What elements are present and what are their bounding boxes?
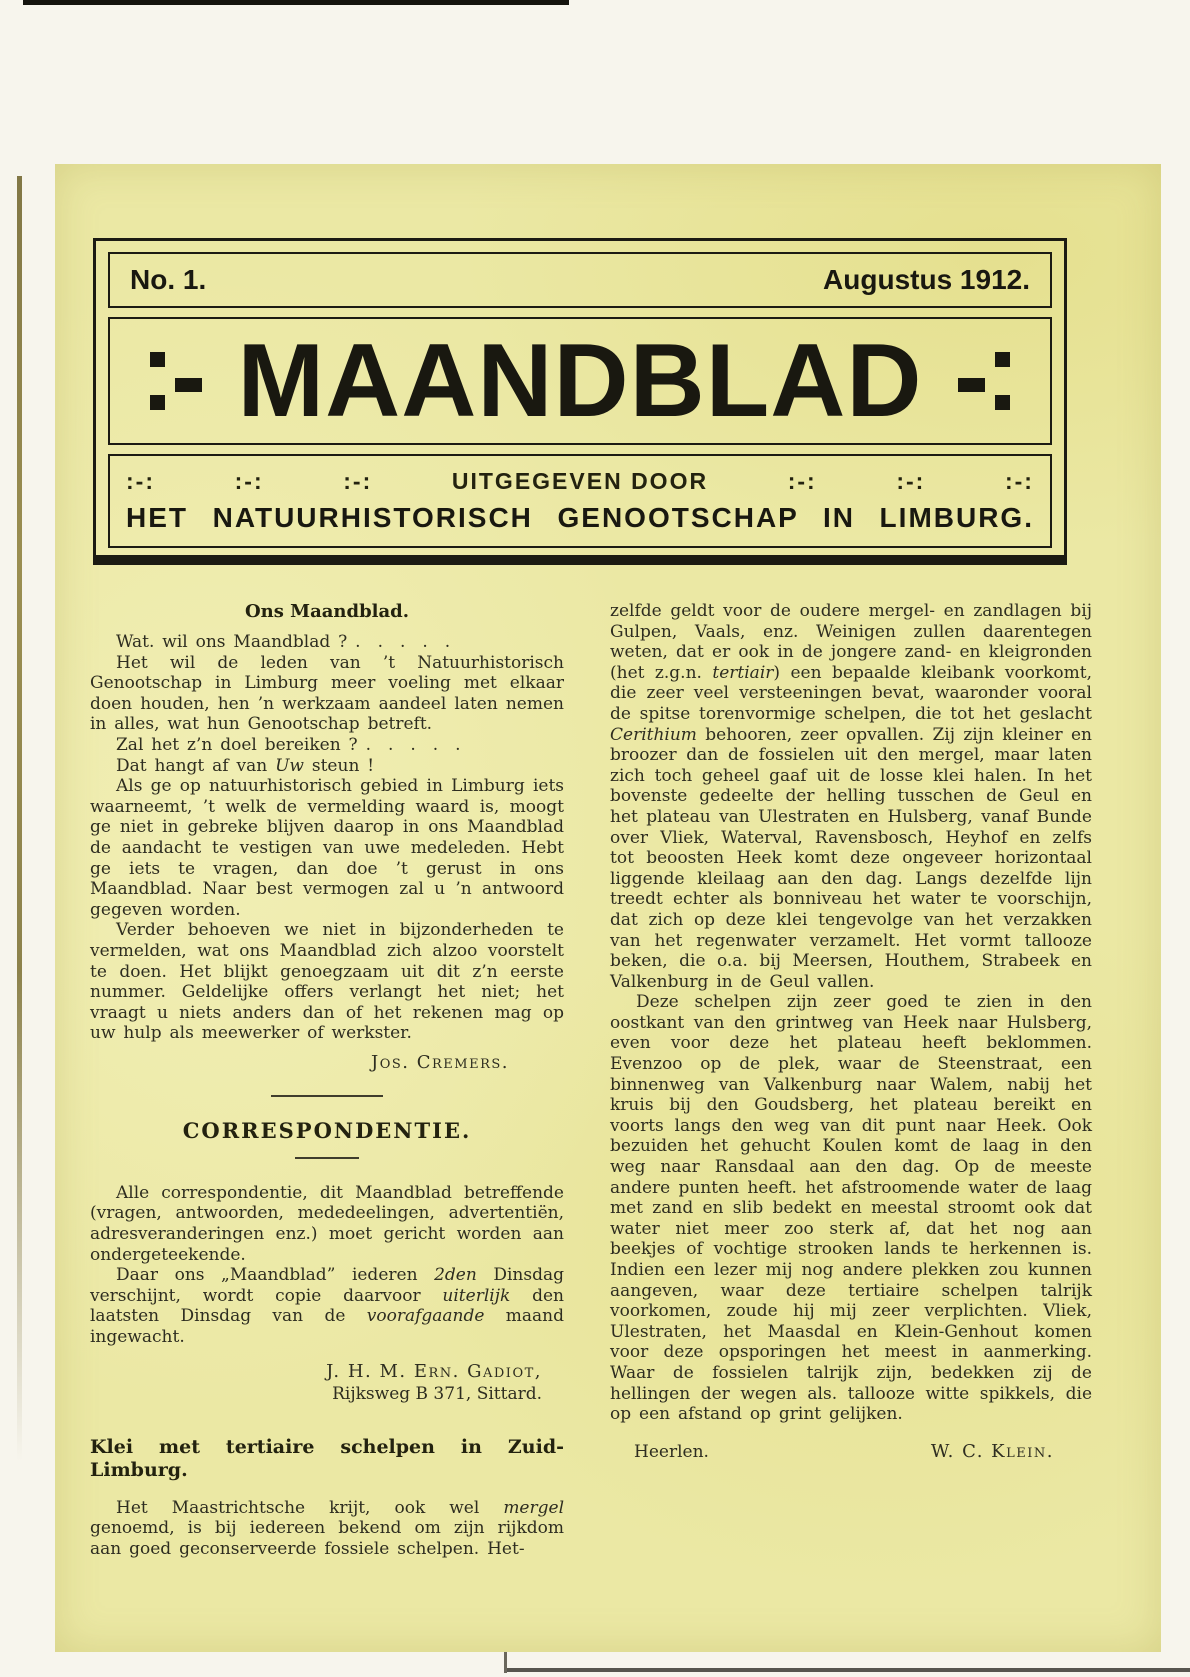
decor-dots-icon: [150, 352, 165, 410]
paragraph: Als ge op natuurhistorisch gebied in Limburg iets waarneemt, ’t welk de vermelding waard is, moogt ge niet in gebreke blijven daarop in ons Maandblad de aandacht te vestigen van uwe medeleden. Hebt ge iets te vragen, dan doe ’t gerust in ons Maandblad. Naar best vermogen zal u ’n antwoord gegeven worden.: [90, 776, 564, 920]
decor-mark: :-:: [343, 468, 373, 494]
publisher-name: HET NATUURHISTORISCH GENOOTSCHAP IN LIMBURG.: [126, 502, 1034, 533]
journal-title: MAANDBLAD: [237, 323, 923, 439]
journal-page: [55, 164, 1161, 1652]
issue-date: Augustus 1912.: [823, 264, 1030, 295]
article-klei: [90, 1436, 564, 1560]
article-body: [90, 1498, 564, 1560]
paragraph: Daar ons „Maandblad” iederen 2den Dinsdag verschijnt, wordt copie daarvoor uiterlijk den laatsten Dinsdag van de voorafgaande maand ingewacht.: [90, 1265, 564, 1348]
title-decoration-left-icon: [150, 352, 202, 410]
scan-edge-tick-bottom: [504, 1649, 507, 1673]
paragraph: Deze schelpen zijn zeer goed te zien in den oostkant van den grintweg van Heek naar Hulsberg, even voor deze het plateau heeft beklommen. Evenzoo op de plek, waar de Steenstraat, een binnenweg van Valkenburg naar Walem, nabij het kruis bij den Goudsberg, het plateau bereikt en voorts langs den weg van dit punt naar Heek. Ook bezuiden het gehucht Koulen komt de laag in den weg naar Ransdaal aan den dag. Op de meeste andere punten heeft. het afstroomende water de laag met zand en slib bedekt en meestal stroomt ook dat water niet meer zoo sterk af, dat het nog aan beekjes of vochtige strooken lands te herkennen is. Indien een lezer mij nog andere plekken zou kunnen aangeven, waar deze tertiaire schelpen talrijk voorkomen, zoude hij mij zeer verplichten. Vliek, Ulestraten, het Maasdal en Klein-Genhout komen voor deze opsporingen het meest in aanmerking. Waar de fossielen talrijk zijn, bedekken zij de hellingen der wegen als. tallooze witte spikkels, die op een afstand op grint gelijken.: [610, 992, 1092, 1425]
right-column: [610, 601, 1092, 1559]
heading-divider: [295, 1157, 359, 1159]
article-signature-block: [90, 1360, 564, 1406]
article-heading: Ons Maandblad.: [244, 601, 410, 622]
scan-edge-line-top: [23, 0, 569, 5]
paragraph: Alle correspondentie, dit Maandblad betreffende (vragen, antwoorden, mededeelingen, advertentiën, adresveranderingen enz.) moet gericht worden aan ondergeteekende.: [90, 1182, 564, 1265]
article-signature: Jos. Cremers.: [371, 1051, 509, 1073]
publisher-box: [108, 454, 1052, 548]
article-correspondentie: [90, 1119, 564, 1406]
issue-row: [108, 252, 1052, 308]
binding-spine-line: [17, 176, 22, 1461]
journal-title-box: [108, 317, 1052, 445]
article-heading: CORRESPONDENTIE.: [182, 1117, 472, 1143]
article-body: [90, 1183, 564, 1348]
paragraph: Het Maastrichtsche krijt, ook wel mergel genoemd, is bij iedereen bekend om zijn rijkdom aan goed geconserveerde fossiele schelpen. Het-: [90, 1497, 564, 1559]
decor-mark: :-:: [234, 468, 264, 494]
published-by-row: [126, 468, 1034, 495]
article-ons-maandblad: [90, 601, 564, 1073]
title-decoration-right-icon: [958, 352, 1010, 410]
left-column: [90, 601, 564, 1559]
decor-mark: :-:: [1004, 468, 1034, 494]
scan-edge-line-bottom: [506, 1668, 1190, 1672]
section-divider: [271, 1095, 383, 1097]
decor-dots-icon: [995, 352, 1010, 410]
paragraph: Het wil de leden van ’t Natuurhistorisch Genootschap in Limburg meer voeling met elkaar doen houden, hen ’n werkzaam aandeel laten nemen in alles, wat hun Genootschap betreft.: [90, 652, 564, 735]
paragraph: Zal het z’n doel bereiken ? . . . . .: [116, 734, 461, 755]
article-heading: Klei met tertiaire schelpen in Zuid-Limburg.: [90, 1435, 564, 1481]
decor-dash-icon: [958, 378, 985, 392]
issue-number: No. 1.: [130, 264, 207, 295]
signature-name: W. C. Klein.: [930, 1440, 1054, 1462]
decor-mark: :-:: [896, 468, 926, 494]
paragraph: Verder behoeven we niet in bijzonderheden te vermelden, wat ons Maandblad zich alzoo voorstelt te doen. Het blijkt genoegzaam uit dit z’n eerste nummer. Geldelijke offers verlangt het niet; het vraagt u niets anders dan of het rekenen mag op uw hulp als meewerker of werkster.: [90, 920, 564, 1044]
signature-place: Heerlen.: [634, 1441, 709, 1462]
signature-name: J. H. M. Ern. Gadiot,: [326, 1360, 542, 1382]
article-body-continued: [610, 601, 1092, 1425]
paragraph: zelfde geldt voor de oudere mergel- en zandlagen bij Gulpen, Vaals, enz. Weinigen zullen daarentegen weten, dat er ook in de jongere zand- en kleigronden (het z.g.n. tertiair) een bepaalde kleibank voorkomt, die zeer veel versteeningen bevat, waaronder vooral de spitse torenvormige schelpen, die tot het geslacht Cerithium behooren, zeer opvallen. Zij zijn kleiner en broozer dan de fossielen uit den mergel, maar laten zich toch geheel gaaf uit de losse klei halen. In het bovenste gedeelte der helling tusschen de Geul en het plateau van Ulestraten en Hulsberg, vanaf Bunde over Vliek, Waterval, Ravensbosch, Heyhof en zelfs tot beoosten Heek komt deze ongeveer horizontaal liggende kleilaag aan den dag. Langs dezelfde lijn treedt echter als bonniveau het water te voorschijn, dat zich op deze klei tengevolge van het verzakken van het regenwater verzamelt. Het vormt tallooze beken, die o.a. bij Meersen, Houthem, Strabeek en Valkenburg in de Geul vallen.: [610, 601, 1092, 992]
paragraph: Dat hangt af van Uw steun !: [116, 755, 375, 776]
masthead: [93, 238, 1067, 565]
signature-address: Rijksweg B 371, Sittard.: [332, 1383, 542, 1404]
decor-mark: :-:: [126, 468, 155, 494]
published-by-label: UITGEGEVEN DOOR: [451, 468, 709, 494]
page-columns: [90, 601, 1092, 1559]
paragraph: Wat. wil ons Maandblad ? . . . . .: [116, 632, 451, 652]
article-body: [90, 632, 564, 1044]
decor-mark: :-:: [787, 468, 817, 494]
article-footer: [610, 1425, 1092, 1462]
decor-dash-icon: [175, 378, 202, 392]
